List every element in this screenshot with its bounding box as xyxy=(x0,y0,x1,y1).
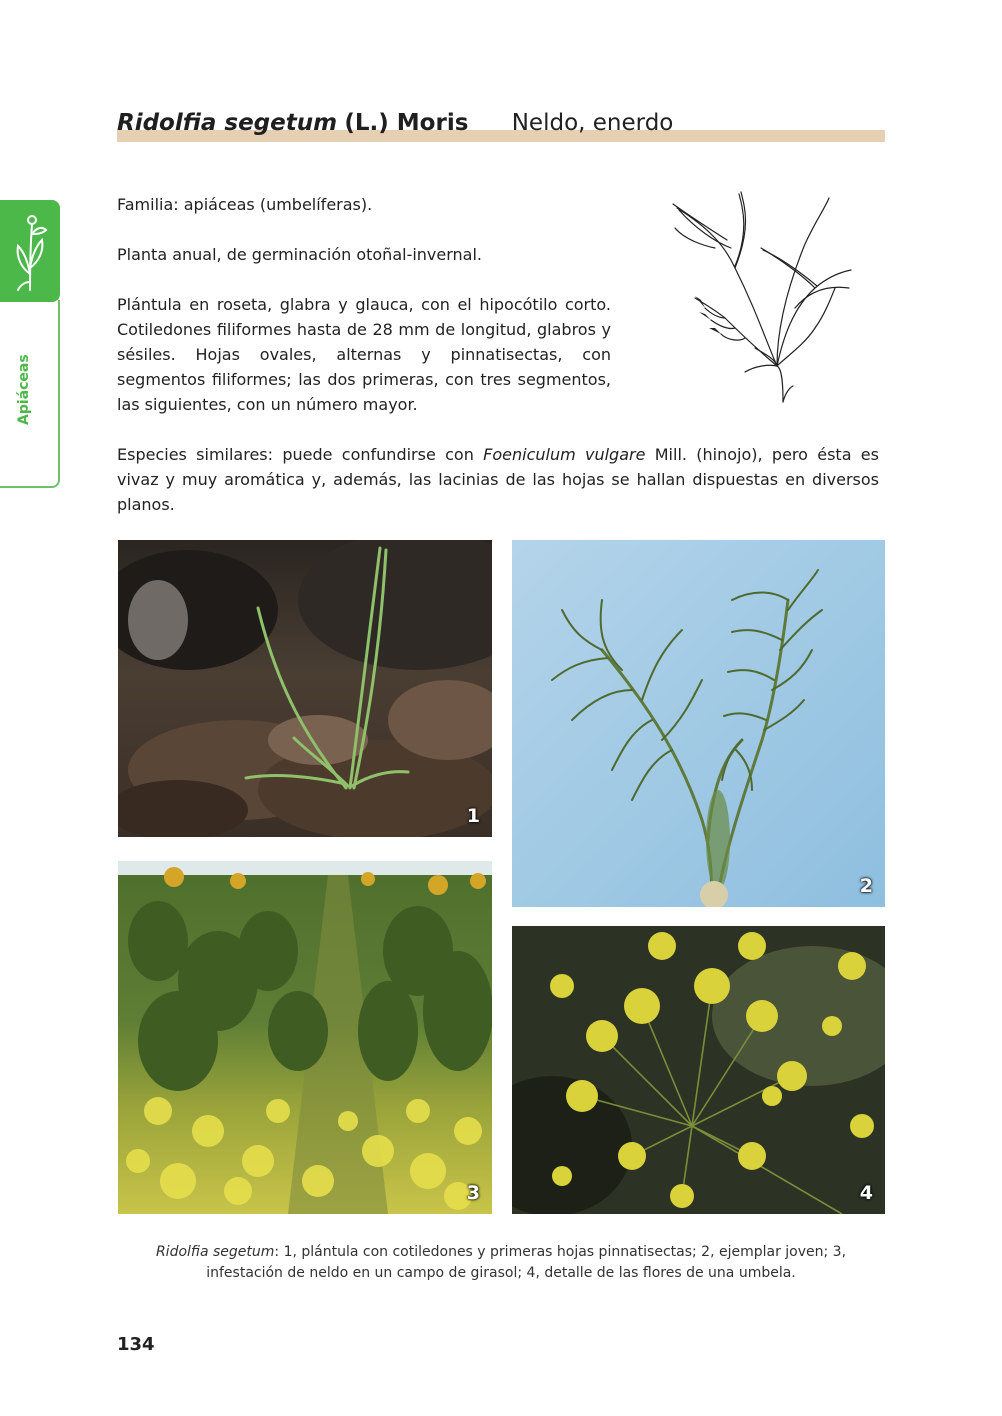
common-name: Neldo, enerdo xyxy=(511,110,674,136)
section-tab xyxy=(0,200,60,302)
similar-species-intro: Especies similares: puede confundirse con xyxy=(117,445,484,464)
page-number: 134 xyxy=(117,1334,155,1355)
author-name: (L.) Moris xyxy=(344,110,469,136)
figure-caption xyxy=(117,1242,885,1284)
photo-number: 4 xyxy=(859,1182,873,1204)
page-header xyxy=(117,108,885,142)
plant-icon xyxy=(8,212,52,292)
caption-text: : 1, plántula con cotiledones y primeras hojas pinnatisectas; 2, ejemplar joven; 3, infestación de neldo en un campo de girasol; 4, detalle de las flores de una umbela. xyxy=(206,1244,847,1281)
family-paragraph: Familia: apiáceas (umbelíferas). xyxy=(117,195,373,214)
seedling-drawing xyxy=(665,188,855,406)
seedling-paragraph: Plántula en roseta, glabra y glauca, con el hipocótilo corto. Cotiledones filiformes hasta de 28 mm de longitud, glabros y sésiles. Hojas ovales, alternas y pinnatisectas, con segmentos filiformes; las dos primeras, con tres segmentos, las siguientes, con un número mayor. xyxy=(117,295,611,414)
photo-number: 3 xyxy=(466,1182,480,1204)
page-title xyxy=(117,108,673,138)
photo-4 xyxy=(512,926,885,1214)
umbel-photo-image xyxy=(512,926,885,1214)
similar-species-paragraph xyxy=(117,442,879,517)
cycle-paragraph: Planta anual, de germinación otoñal-invernal. xyxy=(117,245,483,264)
caption-species: Ridolfia segetum xyxy=(155,1244,275,1260)
field-photo-image xyxy=(118,861,492,1214)
photo-number: 2 xyxy=(859,875,873,897)
photo-1 xyxy=(118,540,492,837)
seedling-photo-image xyxy=(118,540,492,837)
photo-3 xyxy=(118,861,492,1214)
young-plant-photo-image xyxy=(512,540,885,907)
similar-species-name: Foeniculum vulgare xyxy=(483,445,646,464)
photo-number: 1 xyxy=(466,805,480,827)
scientific-name: Ridolfia segetum xyxy=(117,110,338,136)
section-label: Apiáceas xyxy=(16,354,32,425)
similar-species-rest: Mill. (hinojo), pero ésta es vivaz y muy aromática y, además, las lacinias de las hojas se hallan dispuestas en diversos planos. xyxy=(117,445,879,514)
photo-2 xyxy=(512,540,885,907)
